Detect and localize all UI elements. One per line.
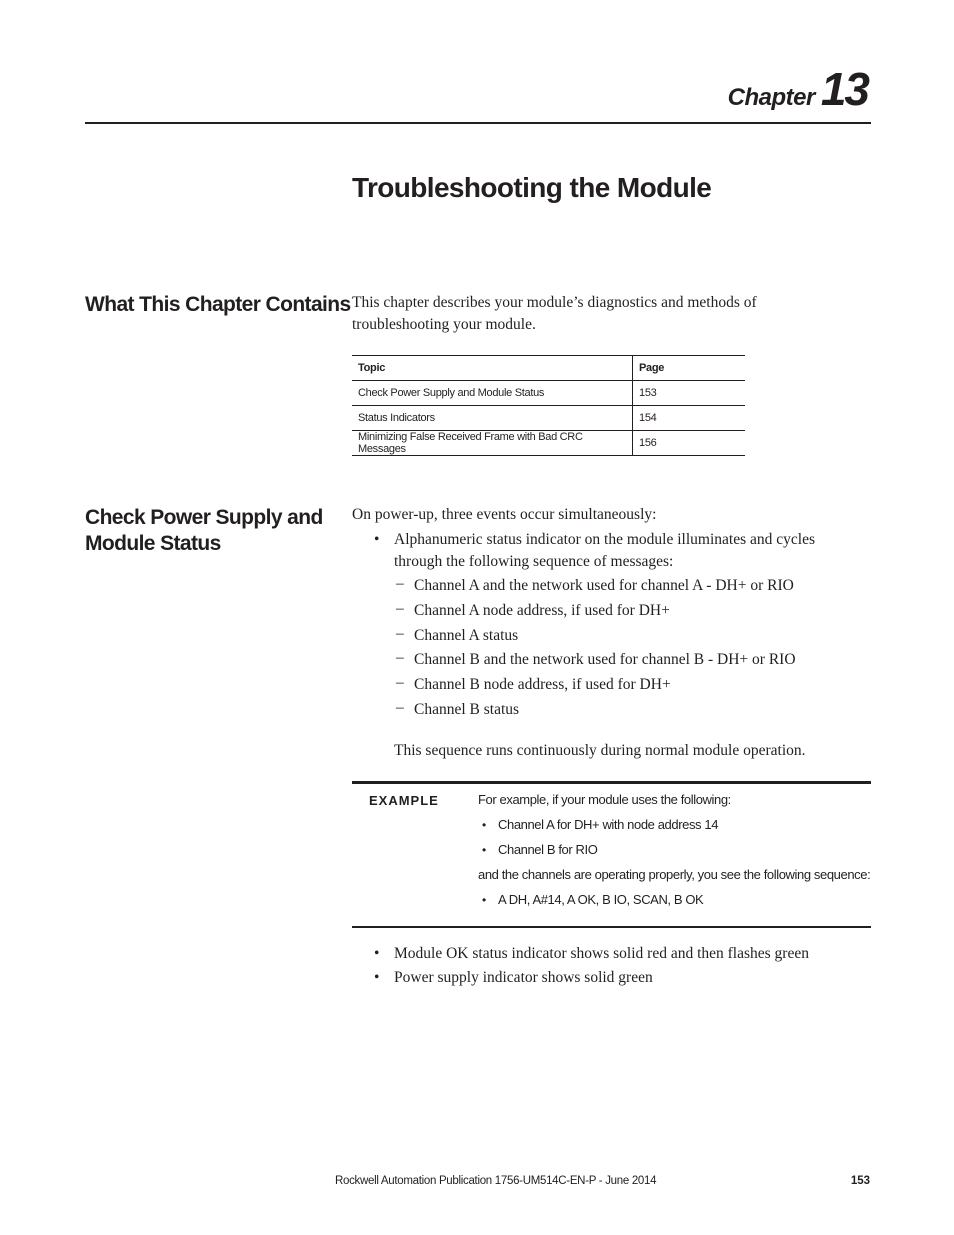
table-row <box>352 431 745 456</box>
example-middle: and the channels are operating properly, you see the following sequence: <box>478 867 871 882</box>
bullet-item: Module OK status indicator shows solid red and then flashes green <box>394 945 809 962</box>
dash-icon: – <box>396 625 404 642</box>
dash-icon: – <box>396 649 404 666</box>
table-header-topic: Topic <box>352 356 633 381</box>
table-cell-topic: Minimizing False Received Frame with Bad CRC Messages <box>352 431 633 456</box>
bullet-icon: • <box>482 843 487 857</box>
example-item: Channel A for DH+ with node address 14 <box>498 817 719 832</box>
power-up-intro: On power-up, three events occur simultaneously: <box>352 506 657 523</box>
chapter-heading <box>728 62 868 116</box>
example-label: EXAMPLE <box>369 793 439 808</box>
chapter-number: 13 <box>820 63 868 115</box>
sub-list-item: Channel B status <box>414 701 520 718</box>
sub-list-item: Channel B node address, if used for DH+ <box>414 676 671 693</box>
sub-list-item: Channel A and the network used for channel A - DH+ or RIO <box>414 577 794 594</box>
page-title: Troubleshooting the Module <box>352 172 712 203</box>
table-cell-page: 153 <box>633 381 746 406</box>
dash-icon: – <box>396 699 404 716</box>
chapter-intro: This chapter describes your module’s diagnostics and methods of troubleshooting your module. <box>352 294 757 333</box>
example-item: Channel B for RIO <box>498 842 598 857</box>
topic-table <box>352 355 745 456</box>
table-cell-page: 154 <box>633 406 746 431</box>
bullet-icon: • <box>374 969 380 986</box>
table-row <box>352 406 745 431</box>
table-header-page: Page <box>633 356 746 381</box>
dash-icon: – <box>396 600 404 617</box>
table-cell-topic: Check Power Supply and Module Status <box>352 381 633 406</box>
sequence-note: This sequence runs continuously during normal module operation. <box>394 742 806 759</box>
footer-page-number: 153 <box>850 1175 870 1187</box>
section-heading-what-contains: What This Chapter Contains <box>85 293 351 316</box>
example-sequence: A DH, A#14, A OK, B IO, SCAN, B OK <box>498 892 704 907</box>
table-cell-topic: Status Indicators <box>352 406 633 431</box>
chapter-divider <box>85 122 871 124</box>
footer-publication: Rockwell Automation Publication 1756-UM514C-EN-P - June 2014 <box>335 1175 657 1187</box>
example-intro: For example, if your module uses the following: <box>478 792 731 807</box>
bullet-item: Power supply indicator shows solid green <box>394 969 653 986</box>
table-cell-page: 156 <box>633 431 746 456</box>
dash-icon: – <box>396 674 404 691</box>
chapter-label: Chapter <box>727 84 815 111</box>
section-heading-check-power: Check Power Supply and Module Status <box>85 506 323 555</box>
sub-list-item: Channel B and the network used for channel B - DH+ or RIO <box>414 651 796 668</box>
table-header-row <box>352 356 745 381</box>
sub-list-item: Channel A status <box>414 627 519 644</box>
sub-list-item: Channel A node address, if used for DH+ <box>414 602 670 619</box>
bullet-icon: • <box>374 531 380 548</box>
dash-icon: – <box>396 575 404 592</box>
bullet-item: Alphanumeric status indicator on the module illuminates and cycles through the following sequence of messages: <box>394 531 815 570</box>
table-row <box>352 381 745 406</box>
bullet-icon: • <box>482 818 487 832</box>
bullet-icon: • <box>374 945 380 962</box>
bullet-icon: • <box>482 893 487 907</box>
